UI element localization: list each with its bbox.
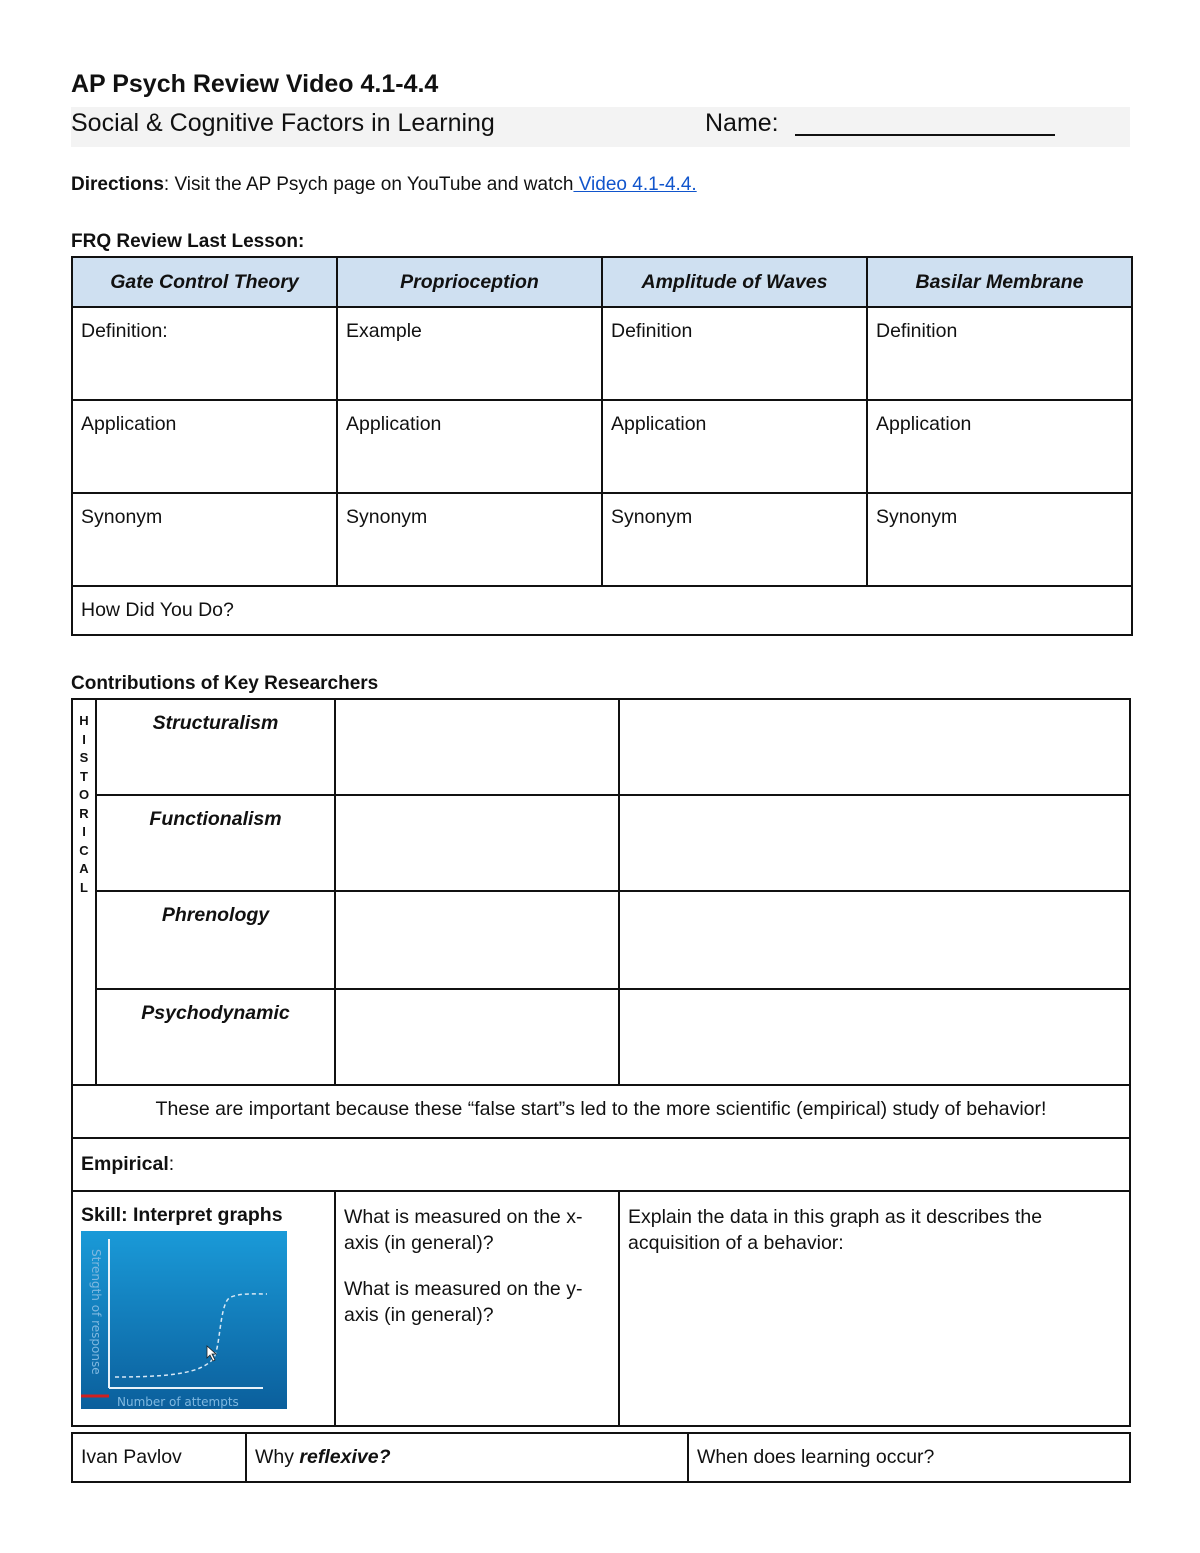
historical-letters: H I S T O R I C A L xyxy=(78,713,90,895)
name-label: Name: xyxy=(705,109,779,137)
school-psychodynamic: Psychodynamic xyxy=(96,989,335,1085)
y-axis-question: What is measured on the y-axis (in general)? xyxy=(344,1278,583,1326)
x-axis-question: What is measured on the x-axis (in general)? xyxy=(344,1206,583,1254)
school-phrenology: Phrenology xyxy=(96,891,335,989)
graph-y-label: Strength of response xyxy=(89,1249,103,1375)
pavlov-table xyxy=(71,1432,1131,1483)
page-subtitle: Social & Cognitive Factors in Learning xyxy=(71,109,495,137)
frq-col-amplitude-of-waves: Amplitude of Waves xyxy=(602,257,867,307)
skill-title: Skill: Interpret graphs xyxy=(81,1204,283,1226)
axis-questions-cell[interactable] xyxy=(335,1191,619,1426)
directions-label: Directions xyxy=(71,174,164,195)
why-prefix: Why xyxy=(255,1446,300,1468)
video-link[interactable]: Video 4.1-4.4. xyxy=(573,174,697,195)
empirical-label: Empirical xyxy=(81,1153,169,1175)
page-title: AP Psych Review Video 4.1-4.4 xyxy=(71,70,439,98)
researchers-heading: Contributions of Key Researchers xyxy=(71,673,379,694)
frq-cell[interactable]: Definition xyxy=(867,307,1132,400)
frq-cell[interactable]: Definition: xyxy=(72,307,337,400)
frq-cell[interactable]: Application xyxy=(867,400,1132,493)
researcher-cell[interactable] xyxy=(335,989,619,1085)
frq-col-basilar-membrane: Basilar Membrane xyxy=(867,257,1132,307)
researcher-cell[interactable] xyxy=(619,891,1130,989)
researcher-cell[interactable] xyxy=(335,699,619,795)
frq-table xyxy=(71,256,1133,636)
why-reflexive-cell[interactable] xyxy=(246,1433,688,1482)
pavlov-name: Ivan Pavlov xyxy=(72,1433,246,1482)
why-emphasis: reflexive? xyxy=(299,1446,391,1468)
frq-cell[interactable]: Definition xyxy=(602,307,867,400)
researcher-cell[interactable] xyxy=(619,699,1130,795)
frq-cell[interactable]: Synonym xyxy=(72,493,337,586)
frq-cell[interactable]: Example xyxy=(337,307,602,400)
graph-x-label: Number of attempts xyxy=(117,1395,239,1409)
how-did-you-do[interactable]: How Did You Do? xyxy=(72,586,1132,635)
empirical-row[interactable] xyxy=(72,1138,1130,1191)
frq-cell[interactable]: Synonym xyxy=(867,493,1132,586)
researcher-cell[interactable] xyxy=(619,795,1130,891)
researcher-cell[interactable] xyxy=(335,891,619,989)
name-field-line[interactable] xyxy=(795,134,1055,136)
researchers-table xyxy=(71,698,1131,1427)
frq-cell[interactable]: Application xyxy=(602,400,867,493)
false-starts-note: These are important because these “false start”s led to the more scientific (empirical) study of behavior! xyxy=(72,1085,1130,1138)
when-learning-cell[interactable]: When does learning occur? xyxy=(688,1433,1130,1482)
researcher-cell[interactable] xyxy=(619,989,1130,1085)
learning-curve-graph xyxy=(81,1231,287,1409)
skill-cell xyxy=(72,1191,335,1426)
graph-background xyxy=(81,1231,287,1409)
frq-cell[interactable]: Application xyxy=(337,400,602,493)
frq-heading: FRQ Review Last Lesson: xyxy=(71,231,305,252)
directions-text: : Visit the AP Psych page on YouTube and watch xyxy=(163,174,574,195)
frq-col-gate-control-theory: Gate Control Theory xyxy=(72,257,337,307)
frq-cell[interactable]: Synonym xyxy=(602,493,867,586)
frq-col-proprioception: Proprioception xyxy=(337,257,602,307)
directions xyxy=(71,174,697,196)
empirical-colon: : xyxy=(168,1153,175,1175)
school-structuralism: Structuralism xyxy=(96,699,335,795)
researcher-cell[interactable] xyxy=(335,795,619,891)
frq-cell[interactable]: Application xyxy=(72,400,337,493)
explain-graph-cell[interactable] xyxy=(619,1191,1130,1426)
explain-graph-prompt: Explain the data in this graph as it describes the acquisition of a behavior: xyxy=(628,1206,1043,1254)
frq-cell[interactable]: Synonym xyxy=(337,493,602,586)
historical-vertical-label xyxy=(72,699,96,1085)
school-functionalism: Functionalism xyxy=(96,795,335,891)
